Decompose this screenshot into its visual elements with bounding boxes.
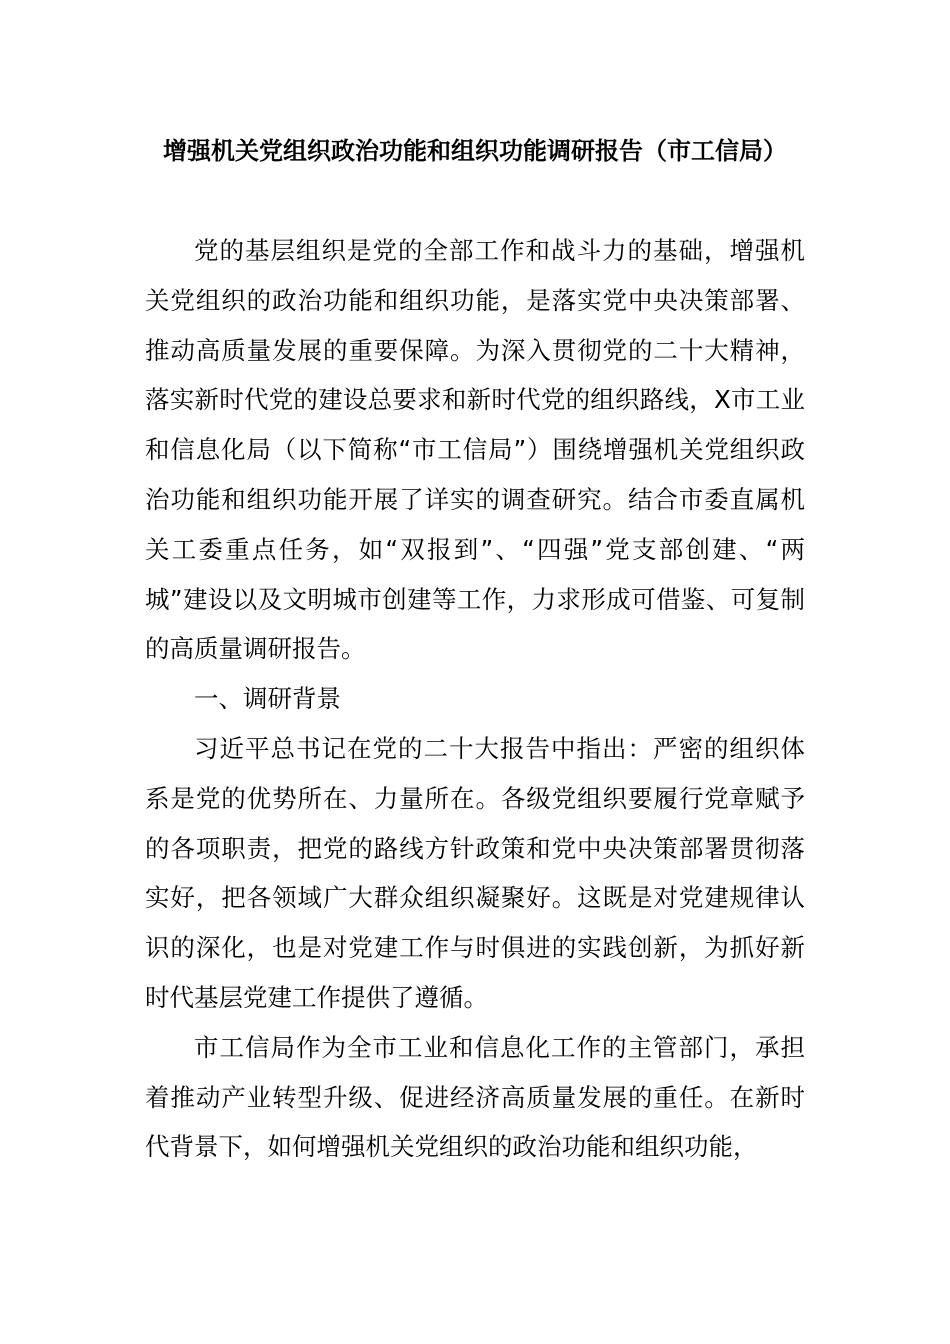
paragraph-intro: 党的基层组织是党的全部工作和战斗力的基础，增强机关党组织的政治功能和组织功能，是落实党中央决策部署、推动高质量发展的重要保障。为深入贯彻党的二十大精神，落实新时代党的建设总要求和新时代党的组织路线，X市工业和信息化局（以下简称“市工信局”）围绕增强机关党组织政治功能和组织功能开展了详实的调查研究。结合市委直属机关工委重点任务，如“双报到”、“四强”党支部创建、“两城”建设以及文明城市创建等工作，力求形成可借鉴、可复制的高质量调研报告。 xyxy=(145,236,805,664)
paragraph-bureau-role: 市工信局作为全市工业和信息化工作的主管部门，承担着推动产业转型升级、促进经济高质量发展的重任。在新时代背景下，如何增强机关党组织的政治功能和组织功能， xyxy=(145,1032,805,1162)
paragraph-background-quote: 习近平总书记在党的二十大报告中指出：严密的组织体系是党的优势所在、力量所在。各级党组织要履行党章赋予的各项职责，把党的路线方针政策和党中央决策部署贯彻落实好，把各领域广大群众组织凝聚好。这既是对党建规律认识的深化，也是对党建工作与时俱进的实践创新，为抓好新时代基层党建工作提供了遵循。 xyxy=(145,733,805,1012)
section-heading-background: 一、调研背景 xyxy=(194,684,341,714)
document-body xyxy=(145,226,805,1172)
document-title: 增强机关党组织政治功能和组织功能调研报告（市工信局） xyxy=(163,137,787,165)
